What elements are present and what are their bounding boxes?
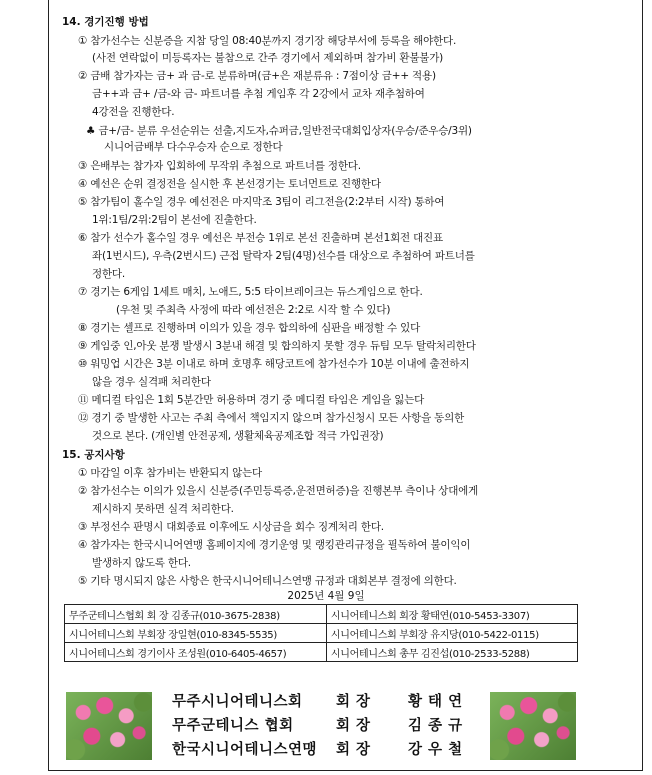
signature-org: 무주시니어테니스회 — [172, 694, 303, 710]
signature-name: 김 종 규 — [408, 718, 463, 734]
s14-line: ♣ 금+/금- 분류 우선순위는 선출,지도자,슈퍼금,일반전국대회입상자(우승/준우승/3위) — [86, 125, 472, 137]
document-date: 2025년 4월 9일 — [287, 590, 365, 602]
signature-title: 회 장 — [336, 742, 371, 758]
s14-line: ② 금배 참가자는 금+ 과 금-로 분류하며(금+은 재분류유 : 7점이상 금++ 적용) — [78, 70, 436, 82]
s14-line: 1위:1팀/2위:2팀이 본선에 진출한다. — [92, 214, 257, 226]
signature-name: 황 태 연 — [408, 694, 463, 710]
signature-title: 회 장 — [336, 718, 371, 734]
contact-cell: 시니어테니스회 회장 황태연(010-5453-3307) — [326, 605, 577, 624]
contact-cell: 시니어테니스회 총무 김진섭(010-2533-5288) — [326, 643, 577, 662]
s14-line: ⑦ 경기는 6게임 1세트 매치, 노애드, 5:5 타이브레이크는 듀스게임으로 한다. — [78, 286, 423, 298]
s14-line: 금++과 금+ /금-와 금- 파트너를 추첨 게임후 각 2강에서 교차 재추첨하여 — [92, 88, 425, 100]
s14-line: 좌(1번시드), 우측(2번시드) 근접 탈락자 2팀(4명)선수를 대상으로 추첨하여 파트너를 — [92, 250, 475, 262]
s14-line: 4강전을 진행한다. — [92, 106, 175, 118]
s15-line: ② 참가선수는 이의가 있을시 신분증(주민등록증,운전면허증)을 진행본부 측이나 상대에게 — [78, 485, 479, 497]
s15-line: ① 마감일 이후 참가비는 반환되지 않는다 — [78, 467, 262, 479]
s14-line: (사전 연락없이 미등록자는 불참으로 간주 경기에서 제외하며 참가비 환불불가) — [92, 52, 444, 64]
section-14-title: 14. 경기진행 방법 — [62, 16, 149, 28]
signature-org: 한국시니어테니스연맹 — [172, 742, 318, 758]
s14-line: 않을 경우 실격패 처리한다 — [92, 376, 211, 388]
contacts-table — [64, 604, 578, 662]
s14-line: ⑪ 메디컬 타임은 1회 5분간만 허용하며 경기 중 메디컬 타임은 게임을 잃는다 — [78, 394, 425, 406]
s14-line: ⑤ 참가팀이 홀수일 경우 예선전은 마지막조 3팀이 리그전을(2:2부터 시작) 통하여 — [78, 196, 445, 208]
s15-line: 제시하지 못하면 실격 처리한다. — [92, 503, 234, 515]
contact-cell: 시니어테니스회 경기이사 조성원(010-6405-4657) — [65, 643, 327, 662]
table-row — [65, 624, 578, 643]
s14-line: ⑧ 경기는 셀프로 진행하며 이의가 있을 경우 합의하에 심판을 배정할 수 있다 — [78, 322, 421, 334]
flower-image-left — [66, 692, 152, 760]
s15-line: ④ 참가자는 한국시니어연맹 홈페이지에 경기운영 및 랭킹관리규정을 필독하여 불이익이 — [78, 539, 471, 551]
s15-line: 발생하지 않도록 한다. — [92, 557, 191, 569]
s14-line: ⑫ 경기 중 발생한 사고는 주최 측에서 책임지지 않으며 참가신청시 모든 사항을 동의한 — [78, 412, 465, 424]
contact-cell: 무주군테니스협회 회 장 김종규(010-3675-2838) — [65, 605, 327, 624]
table-row — [65, 605, 578, 624]
s14-line: ⑩ 워밍업 시간은 3분 이내로 하며 호명후 해당코트에 참가선수가 10분 이내에 출전하지 — [78, 358, 470, 370]
s14-line: (우천 및 주최측 사정에 따라 예선전은 2:2로 시작 할 수 있다) — [116, 304, 391, 316]
s14-line: ① 참가선수는 신분증을 지참 당일 08:40분까지 경기장 해당부서에 등록을 해야한다. — [78, 35, 457, 47]
s14-line: ③ 은배부는 참가자 입회하에 무작위 추첨으로 파트너를 정한다. — [78, 160, 361, 172]
flower-image-right — [490, 692, 576, 760]
s15-line: ③ 부정선수 판명시 대회종료 이후에도 시상금을 회수 징계처리 한다. — [78, 521, 384, 533]
table-row — [65, 643, 578, 662]
contact-cell: 시니어테니스회 부회장 유지당(010-5422-0115) — [326, 624, 577, 643]
signature-name: 강 우 철 — [408, 742, 463, 758]
s14-line: ④ 예선은 순위 결정전을 실시한 후 본선경기는 토너먼트로 진행한다 — [78, 178, 381, 190]
signature-title: 회 장 — [336, 694, 371, 710]
s14-line: ⑥ 참가 선수가 홀수일 경우 예선은 부전승 1위로 본선 진출하며 본선1회전 대진표 — [78, 232, 443, 244]
signature-org: 무주군테니스 협회 — [172, 718, 294, 734]
s14-line: 시니어금배부 다수우승자 순으로 정한다 — [104, 141, 283, 153]
contact-cell: 시니어테니스회 부회장 장일현(010-8345-5535) — [65, 624, 327, 643]
s15-line: ⑤ 기타 명시되지 않은 사항은 한국시니어테니스연맹 규정과 대회본부 결정에 의한다. — [78, 575, 457, 587]
s14-line: 정한다. — [92, 268, 125, 280]
section-15-title: 15. 공지사항 — [62, 449, 125, 461]
s14-line: 것으로 본다. (개인별 안전공제, 생활체육공제조합 적극 가입권장) — [92, 430, 384, 442]
s14-line: ⑨ 게임중 인,아웃 분쟁 발생시 3분내 해결 및 합의하지 못할 경우 듀팀 모두 탈락처리한다 — [78, 340, 476, 352]
